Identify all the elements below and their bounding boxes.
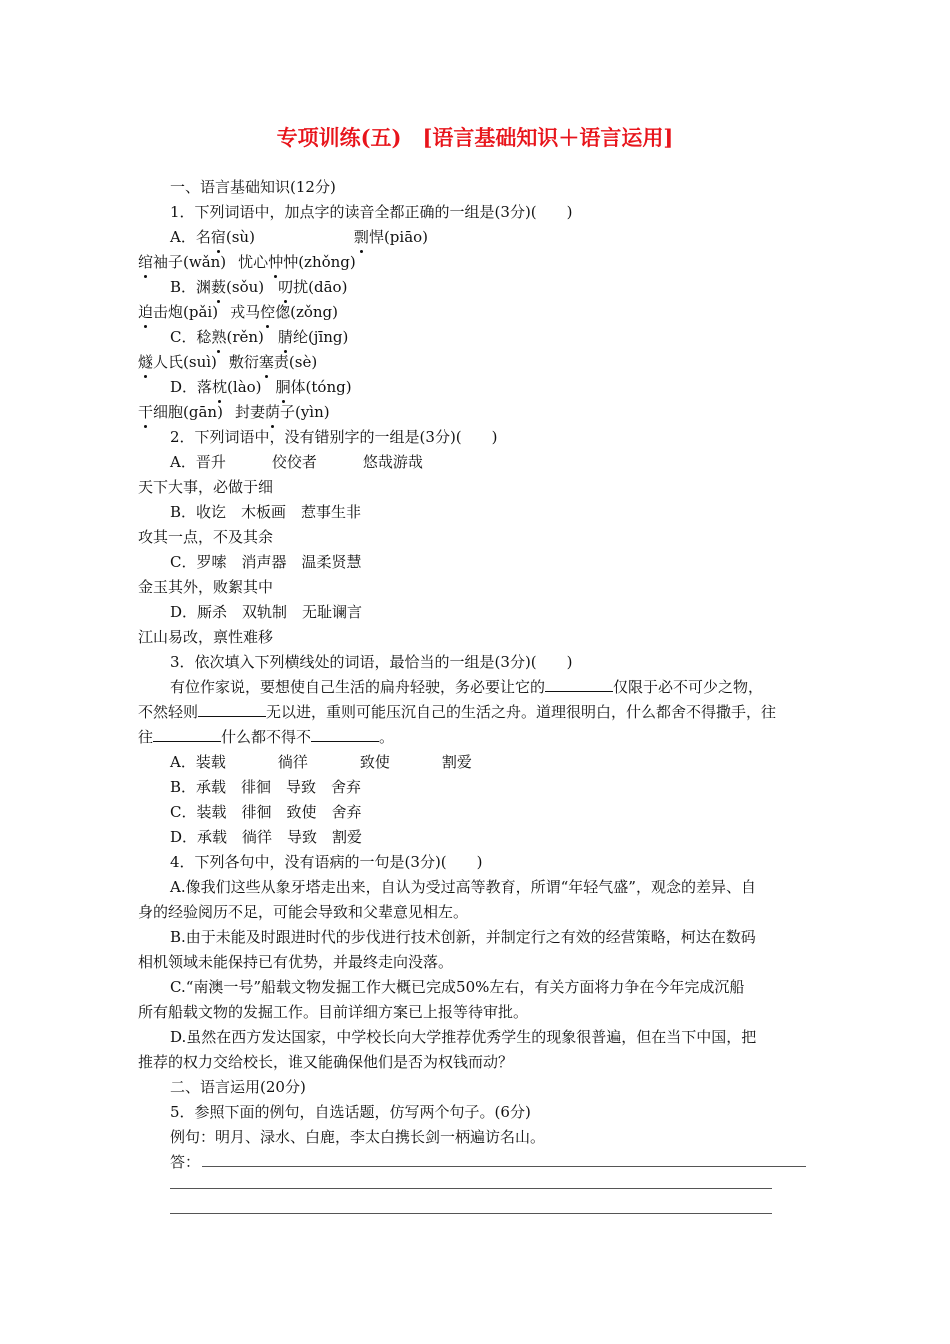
- q3-passage-line-1: [138, 675, 816, 700]
- text: 人氏(suì): [153, 353, 217, 371]
- text: (sǒu): [226, 278, 265, 296]
- dotted-char: 腈: [278, 325, 293, 350]
- dotted-char: 薮: [211, 275, 226, 300]
- text: A．名: [170, 228, 211, 246]
- q4-option-a: A.像我们这些从象牙塔走出来，自认为受过高等教育，所谓“年轻气盛”，观念的差异、自: [170, 878, 756, 896]
- text: (lào): [227, 378, 262, 396]
- q5-example: 例句：明月、渌水、白鹿，李太白携长剑一柄遍访名山。: [170, 1128, 546, 1146]
- answer-line-3: [138, 1200, 816, 1225]
- text: 体(tóng): [290, 378, 352, 396]
- q4-option-d: D.虽然在西方发达国家，中学校长向大学推荐优秀学生的现象很普遍，但在当下中国，把: [170, 1028, 757, 1046]
- fill-blank: [545, 677, 613, 692]
- text: 责(sè): [273, 353, 318, 371]
- section-heading: 二、语言运用(20分): [170, 1078, 306, 1096]
- dotted-char: 熟: [211, 325, 226, 350]
- q1-option-b-cont: [138, 300, 816, 325]
- text: C．稔: [170, 328, 212, 346]
- exercise-body: [138, 175, 816, 1225]
- q2-option-c: C．罗嗦 消声器 温柔贤慧: [170, 553, 362, 571]
- question-5-stem: 5．参照下面的例句，自选话题，仿写两个句子。(6分): [170, 1103, 531, 1121]
- q1-option-a: [138, 225, 816, 250]
- dotted-char: 叨: [278, 275, 293, 300]
- answer-rule: [202, 1166, 806, 1167]
- q3-option-b: B．承载 徘徊 导致 舍弃: [170, 778, 362, 796]
- page-title: 专项训练(五) [语言基础知识＋语言运用]: [276, 125, 674, 150]
- text: 不然轻则: [138, 703, 199, 721]
- text: 敷衍: [228, 353, 259, 371]
- q2-option-c-cont: 金玉其外，败絮其中: [138, 578, 274, 596]
- answer-label: 答：: [170, 1153, 201, 1171]
- text: 击炮(pǎi): [153, 303, 219, 321]
- q4-option-b-cont: 相机领域未能保持已有优势，并最终走向没落。: [138, 953, 454, 971]
- text: 封妻: [234, 403, 265, 421]
- q3-passage-line-2: [138, 700, 816, 725]
- text: D．落: [170, 378, 213, 396]
- q1-option-a-cont: [138, 250, 816, 275]
- question-4-stem: 4．下列各句中，没有语病的一句是(3分)( ): [170, 853, 483, 871]
- text: 无以进，重则可能压沉自己的生活之舟。道理很明白，什么都舍不得撒手，往: [266, 703, 777, 721]
- q4-option-c: C.“南澳一号”船载文物发掘工作大概已完成50%左右，有关方面将力争在今年完成沉船: [170, 978, 745, 996]
- text: 扰(dāo): [293, 278, 348, 296]
- dotted-char: 倥: [260, 300, 275, 325]
- q2-option-b-cont: 攻其一点，不及其余: [138, 528, 274, 546]
- dotted-char: 迫: [138, 300, 153, 325]
- q2-option-a: [138, 450, 816, 475]
- fill-blank: [311, 727, 379, 742]
- q2-option-a-cont: 天下大事，必做于细: [138, 478, 274, 496]
- text: 致使: [359, 753, 390, 771]
- q4-option-b: B.由于未能及时跟进时代的步伐进行技术创新，并制定行之有效的经营策略，柯达在数码: [170, 928, 756, 946]
- q1-option-c-cont: [138, 350, 816, 375]
- question-1-stem: 1．下列词语中，加点字的读音全都正确的一组是(3分)( ): [170, 203, 573, 221]
- q1-option-c: [138, 325, 816, 350]
- q4-option-c-cont: 所有船载文物的发掘工作。目前详细方案已上报等待审批。: [138, 1003, 529, 1021]
- text: 悠哉游哉: [362, 453, 423, 471]
- dotted-char: 胴: [276, 375, 291, 400]
- text: 悍(piāo): [368, 228, 429, 246]
- text: 徜徉: [277, 753, 308, 771]
- q2-option-d: D．厮杀 双轨制 无耻谰言: [170, 603, 363, 621]
- q4-option-a-cont: 身的经验阅历不足，可能会导致和父辈意见相左。: [138, 903, 469, 921]
- fill-blank: [198, 702, 266, 717]
- dotted-char: 塞: [259, 350, 274, 375]
- text: (rěn): [226, 328, 264, 346]
- section-heading: 一、语言基础知识(12分): [170, 178, 336, 196]
- text: 忡(zhǒng): [283, 253, 356, 271]
- answer-line-1: [138, 1150, 816, 1175]
- q3-option-c: C．装载 徘徊 致使 舍弃: [170, 803, 362, 821]
- dotted-char: 忡: [268, 250, 283, 275]
- text: 佼佼者: [271, 453, 317, 471]
- q1-option-d-cont: [138, 400, 816, 425]
- q3-option-a: [138, 750, 816, 775]
- question-2-stem: 2．下列词语中，没有错别字的一组是(3分)( ): [170, 428, 498, 446]
- dotted-char: 燧: [138, 350, 153, 375]
- q1-option-d: [138, 375, 816, 400]
- q3-option-d: D．承载 徜徉 导致 割爱: [170, 828, 363, 846]
- text: 偬(zǒng): [275, 303, 338, 321]
- text: A．晋升: [170, 453, 226, 471]
- text: 忧心: [238, 253, 269, 271]
- answer-rule: [170, 1213, 772, 1214]
- text: 。: [379, 728, 395, 746]
- dotted-char: 宿: [211, 225, 226, 250]
- dotted-char: 荫: [265, 400, 280, 425]
- text: 子(yìn): [279, 403, 330, 421]
- text: 什么都不得不: [221, 728, 312, 746]
- text: A．装载: [170, 753, 226, 771]
- text: 细胞(gān): [153, 403, 223, 421]
- text: 往: [138, 728, 154, 746]
- q3-passage-line-3: [138, 725, 816, 750]
- dotted-char: 枕: [212, 375, 227, 400]
- q4-option-d-cont: 推荐的权力交给校长，谁又能确保他们是否为权钱而动？: [138, 1053, 514, 1071]
- q2-option-b: B．收讫 木板画 惹事生非: [170, 503, 362, 521]
- question-3-stem: 3．依次填入下列横线处的词语，最恰当的一组是(3分)( ): [170, 653, 573, 671]
- answer-line-2: [138, 1175, 816, 1200]
- fill-blank: [153, 727, 221, 742]
- text: 有位作家说，要想使自己生活的扁舟轻驶，务必要让它的: [170, 678, 546, 696]
- dotted-char: 剽: [354, 225, 369, 250]
- text: B．渊: [170, 278, 212, 296]
- dotted-char: 绾: [138, 250, 153, 275]
- text: 戎马: [230, 303, 261, 321]
- answer-rule: [170, 1188, 772, 1189]
- text: 袖子(wǎn): [153, 253, 227, 271]
- text: 纶(jīng): [292, 328, 349, 346]
- text: 仅限于必不可少之物，: [613, 678, 764, 696]
- text: (sù): [225, 228, 255, 246]
- dotted-char: 干: [138, 400, 153, 425]
- text: 割爱: [441, 753, 472, 771]
- q1-option-b: [138, 275, 816, 300]
- q2-option-d-cont: 江山易改，禀性难移: [138, 628, 274, 646]
